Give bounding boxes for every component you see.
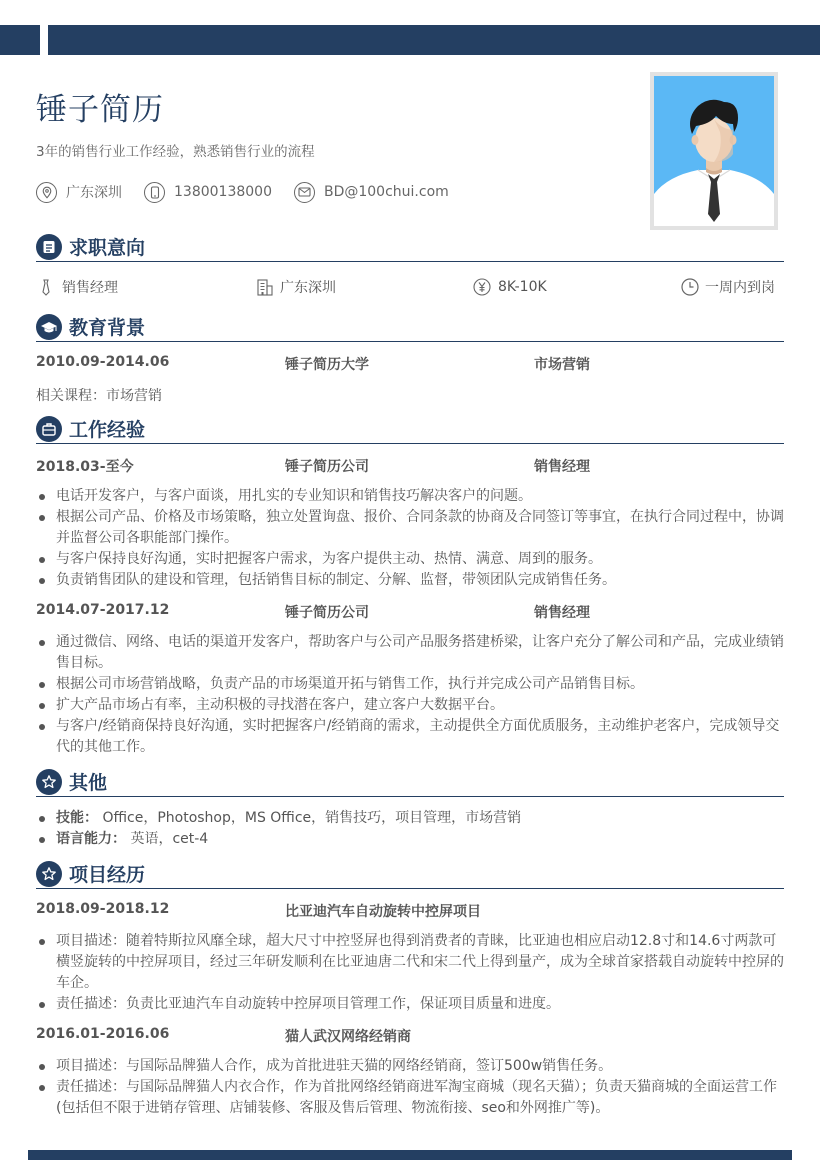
list-item: 扩大产品市场占有率，主动积极的寻找潜在客户，建立客户大数据平台。 <box>36 695 786 716</box>
section-intent <box>36 232 784 262</box>
work-2-period: 2014.07-2017.12 <box>36 602 170 618</box>
building-icon <box>255 277 275 297</box>
education-major: 市场营销 <box>534 357 590 373</box>
section-work <box>36 414 784 444</box>
list-item: 项目描述：随着特斯拉风靡全球，超大尺寸中控竖屏也得到消费者的青睐，比亚迪也相应启动12.8寸和14.6寸两款可横竖旋转的中控屏项目，经过三年研发顺利在比亚迪唐二代和宋二代上得到量产，成为全球首家搭载自动旋转中控屏的车企。 <box>36 931 786 994</box>
resume-name: 锤子简历 <box>36 92 164 128</box>
language-label: 语言能力： <box>56 831 126 847</box>
project-2-details <box>36 1056 786 1119</box>
work-row-2 <box>36 602 784 622</box>
list-item: 根据公司产品、价格及市场策略，独立处置询盘、报价、合同条款的协商及合同签订等事宜，在执行合同过程中，协调并监督公司各职能部门操作。 <box>36 507 786 549</box>
list-item: 责任描述：负责比亚迪汽车自动旋转中控屏项目管理工作，保证项目质量和进度。 <box>36 994 786 1015</box>
intent-salary-text: 8K-10K <box>498 279 547 295</box>
project-1-name: 比亚迪汽车自动旋转中控屏项目 <box>285 904 481 920</box>
project-2-period: 2016.01-2016.06 <box>36 1026 170 1042</box>
section-intent-title: 求职意向 <box>69 237 146 259</box>
project-2-name: 猫人武汉网络经销商 <box>285 1029 411 1045</box>
intent-icon <box>36 234 62 260</box>
star-icon <box>36 769 62 795</box>
profile-photo <box>650 72 778 230</box>
tie-icon <box>36 277 56 297</box>
education-courses: 相关课程：市场营销 <box>36 388 162 404</box>
list-item: 与客户保持良好沟通，实时把握客户需求，为客户提供主动、热情、满意、周到的服务。 <box>36 549 786 570</box>
email-icon <box>294 182 315 203</box>
section-project-title: 项目经历 <box>69 864 146 886</box>
list-item: 通过微信、网络、电话的渠道开发客户，帮助客户与公司产品服务搭建桥梁，让客户充分了解公司和产品，完成业绩销售目标。 <box>36 632 786 674</box>
resume-summary: 3年的销售行业工作经验，熟悉销售行业的流程 <box>36 144 315 160</box>
work-row-1 <box>36 456 784 476</box>
contact-email <box>294 182 449 203</box>
location-text: 广东深圳 <box>66 185 122 201</box>
location-icon <box>36 182 57 203</box>
work-1-duties <box>36 486 786 591</box>
footer-bar <box>28 1150 792 1160</box>
education-period: 2010.09-2014.06 <box>36 354 170 370</box>
intent-position-text: 销售经理 <box>62 280 118 296</box>
work-1-period: 2018.03-至今 <box>36 459 134 475</box>
project-row-1 <box>36 901 784 921</box>
header-bar-left <box>0 25 40 55</box>
list-item: 责任描述：与国际品牌猫人内衣合作，作为首批网络经销商进军淘宝商城（现名天猫）；负责天猫商城的全面运营工作(包括但不限于进销存管理、店铺装修、客服及售后管理、物流衔接、seo和外网推广等)。 <box>36 1077 786 1119</box>
intent-arrival <box>680 276 775 298</box>
yen-icon <box>472 277 492 297</box>
education-school: 锤子简历大学 <box>285 357 369 373</box>
work-2-role: 销售经理 <box>534 605 590 621</box>
list-item: 负责销售团队的建设和管理，包括销售目标的制定、分解、监督，带领团队完成销售任务。 <box>36 570 786 591</box>
section-education <box>36 312 784 342</box>
project-row-2 <box>36 1026 784 1046</box>
section-project <box>36 859 784 889</box>
contact-phone <box>144 182 272 203</box>
language-value: 英语，cet-4 <box>130 831 209 847</box>
graduation-cap-icon <box>36 314 62 340</box>
skills-label: 技能： <box>56 810 98 826</box>
work-1-role: 销售经理 <box>534 459 590 475</box>
intent-city-text: 广东深圳 <box>280 280 336 296</box>
section-work-title: 工作经验 <box>69 419 146 441</box>
skills-value: Office，Photoshop，MS Office，销售技巧，项目管理，市场营销 <box>102 810 522 826</box>
work-1-company: 锤子简历公司 <box>285 459 369 475</box>
section-education-title: 教育背景 <box>69 317 146 339</box>
list-item: 电话开发客户，与客户面谈，用扎实的专业知识和销售技巧解决客户的问题。 <box>36 486 786 507</box>
star-icon <box>36 861 62 887</box>
work-2-company: 锤子简历公司 <box>285 605 369 621</box>
list-item: 与客户/经销商保持良好沟通，实时把握客户/经销商的需求，主动提供全方面优质服务，主动维护老客户，完成领导交代的其他工作。 <box>36 716 786 758</box>
project-1-details <box>36 931 786 1015</box>
header-bar-right <box>48 25 820 55</box>
education-row <box>36 354 784 374</box>
section-other-title: 其他 <box>69 772 108 794</box>
contact-info <box>36 180 471 204</box>
list-item: 根据公司市场营销战略，负责产品的市场渠道开拓与销售工作，执行并完成公司产品销售目标。 <box>36 674 786 695</box>
phone-text: 13800138000 <box>174 184 272 200</box>
intent-row <box>36 276 784 298</box>
list-item <box>36 808 786 829</box>
intent-city <box>255 276 336 298</box>
section-other <box>36 767 784 797</box>
other-list <box>36 808 786 850</box>
contact-location <box>36 182 122 203</box>
intent-position <box>36 276 118 298</box>
list-item: 项目描述：与国际品牌猫人合作，成为首批进驻天猫的网络经销商，签订500w销售任务。 <box>36 1056 786 1077</box>
intent-arrival-text: 一周内到岗 <box>705 280 775 296</box>
list-item <box>36 829 786 850</box>
email-text: BD@100chui.com <box>323 184 449 200</box>
intent-salary <box>472 276 547 298</box>
clock-icon <box>680 277 700 297</box>
phone-icon <box>144 182 165 203</box>
project-1-period: 2018.09-2018.12 <box>36 901 170 917</box>
briefcase-icon <box>36 416 62 442</box>
work-2-duties <box>36 632 786 758</box>
